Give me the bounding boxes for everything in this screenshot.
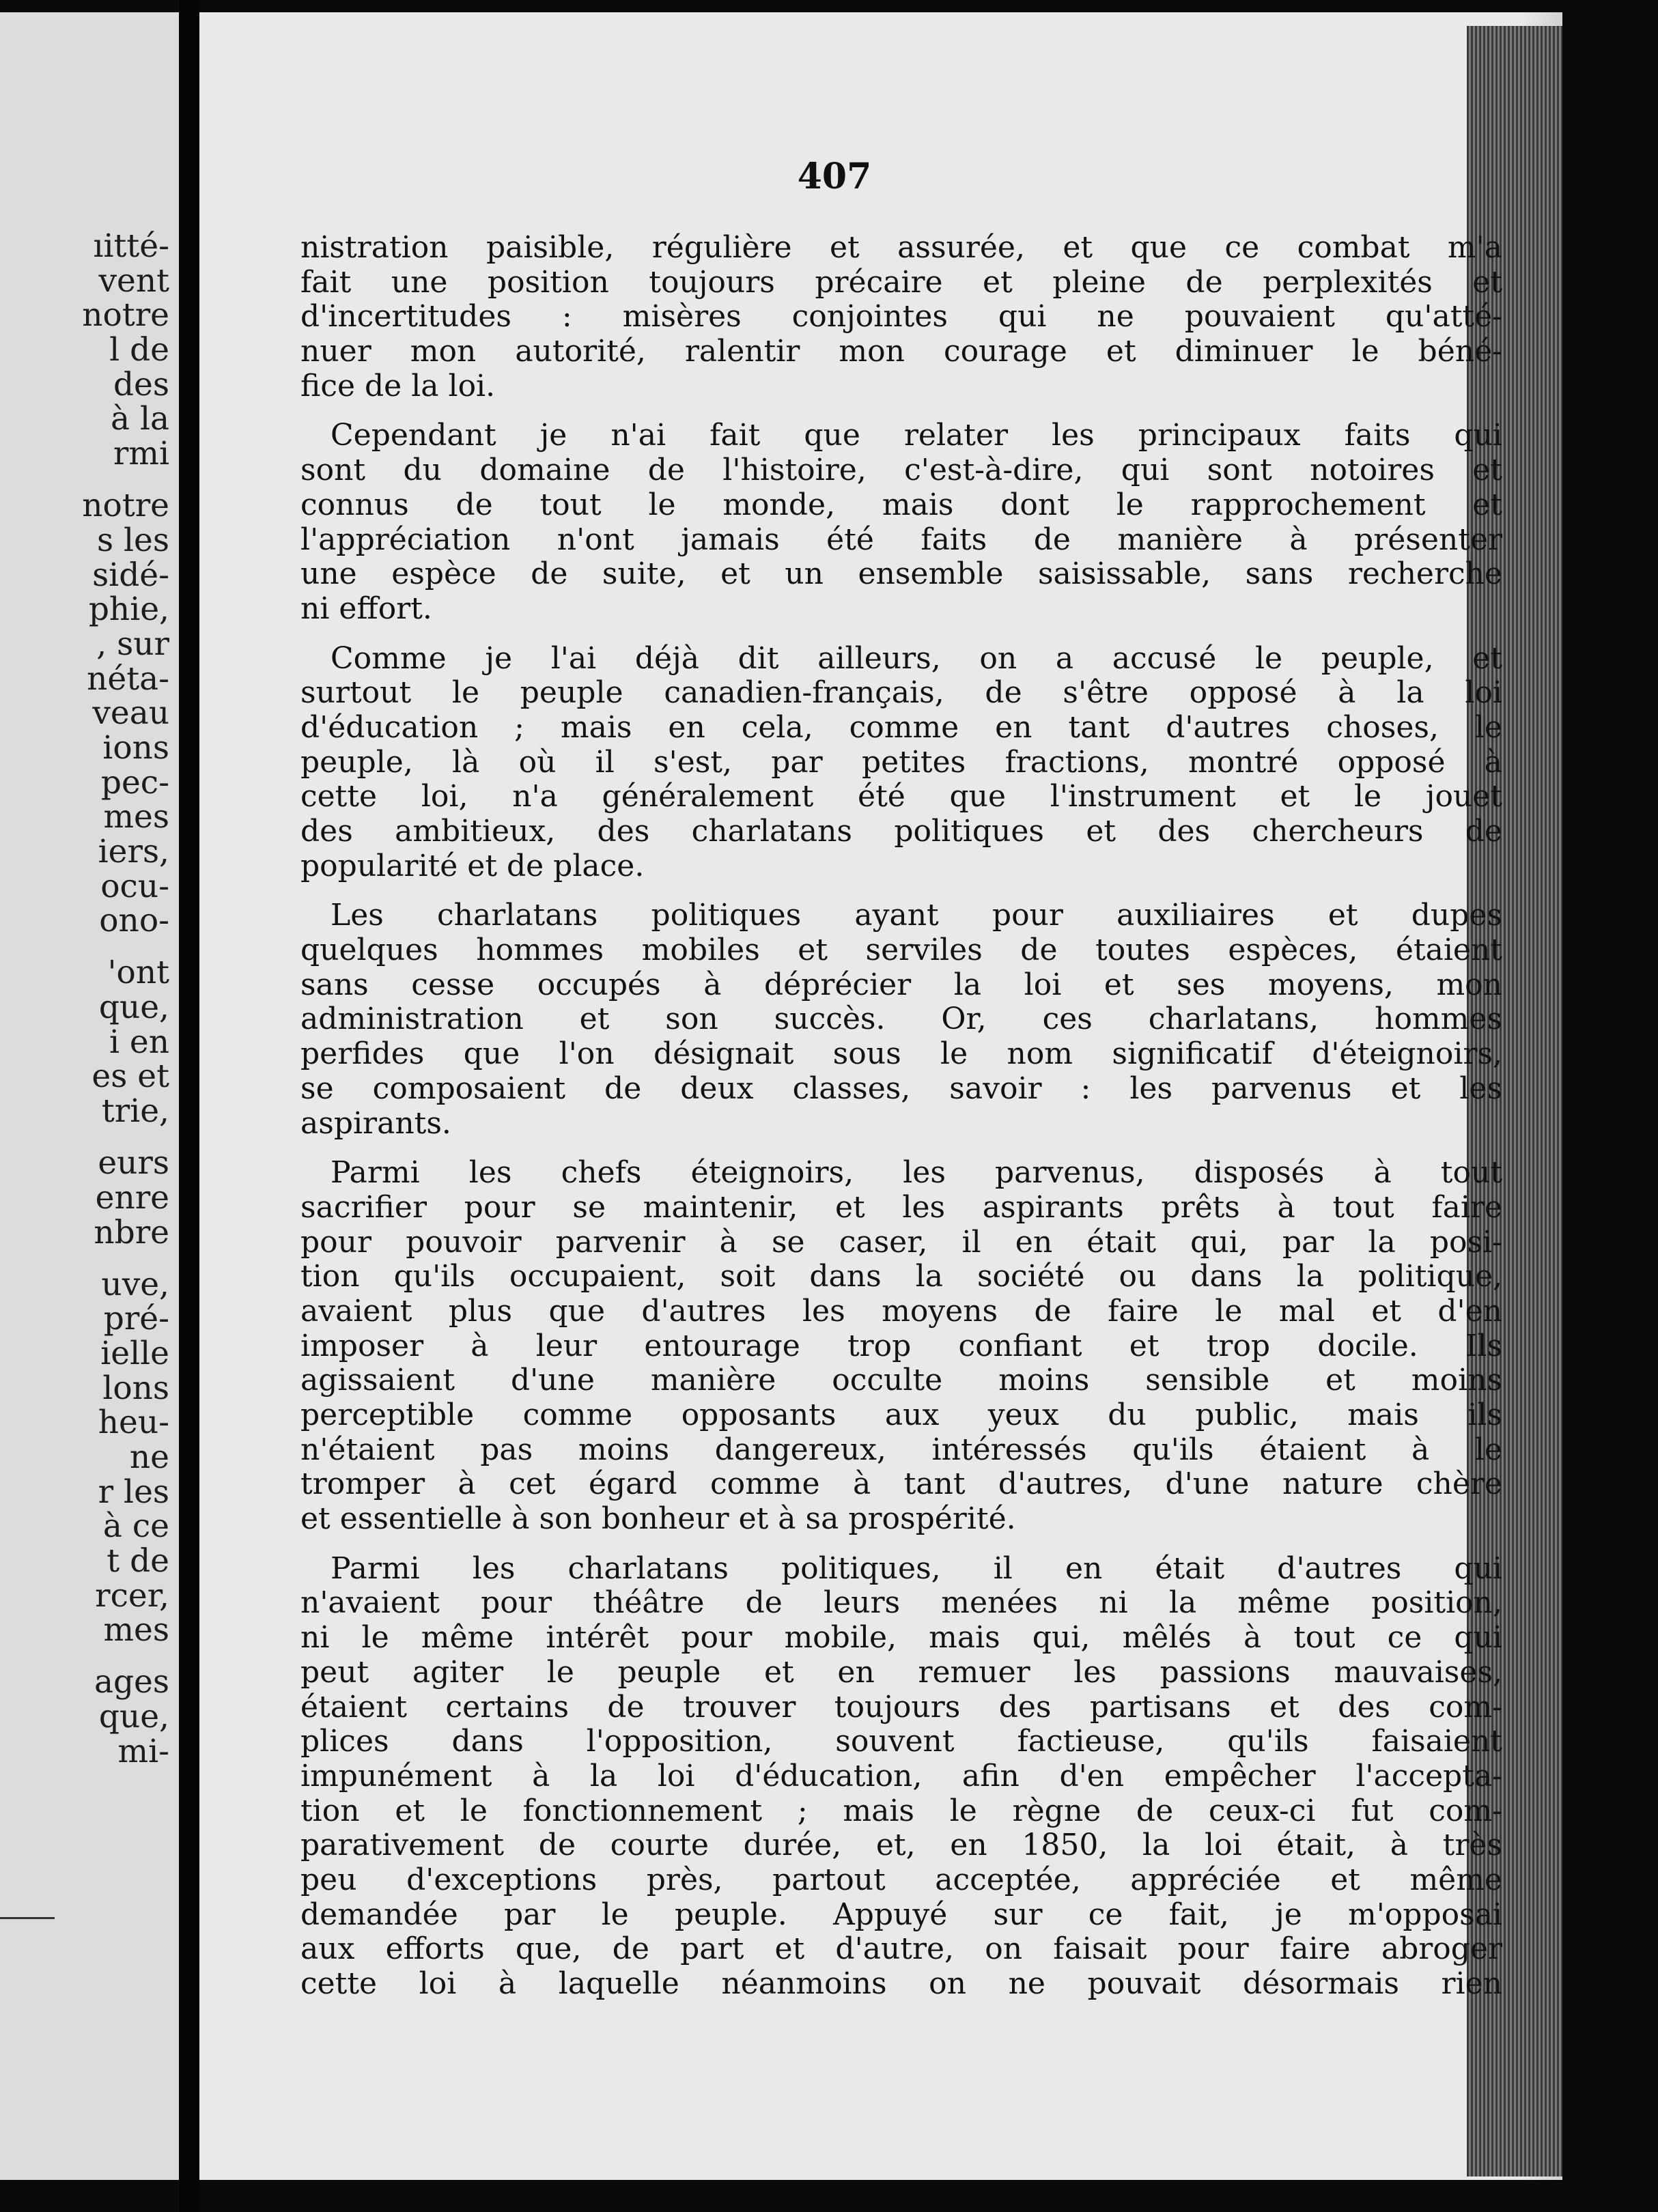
facing-fragment: pec- xyxy=(100,763,169,802)
facing-fragment: ocu- xyxy=(100,867,169,905)
paragraph xyxy=(300,419,1502,626)
book-gutter xyxy=(179,0,199,2212)
text-line: des ambitieux, des charlatans politiques et des chercheurs de xyxy=(300,814,1502,849)
facing-fragment: rmi xyxy=(113,435,169,473)
facing-fragment: enre xyxy=(95,1178,169,1217)
facing-fragment: que, xyxy=(98,989,169,1027)
text-line: tromper à cet égard comme à tant d'autres, d'une nature chère xyxy=(300,1466,1502,1502)
facing-fragment: 'ont xyxy=(107,954,169,992)
text-line: plices dans l'opposition, souvent factieuse, qu'ils faisaient xyxy=(300,1724,1502,1759)
text-line: nistration paisible, régulière et assurée, et que ce combat m'a xyxy=(300,230,1502,265)
paragraph xyxy=(300,1552,1502,2002)
facing-fragment: , sur xyxy=(96,625,169,663)
text-line: aux efforts que, de part et d'autre, on faisait pour faire abroger xyxy=(300,1931,1502,1967)
text-line: d'incertitudes : misères conjointes qui ne pouvaient qu'atté- xyxy=(300,299,1502,335)
facing-fragment: nbre xyxy=(94,1213,169,1251)
facing-fragment: notre xyxy=(82,487,169,525)
text-line: imposer à leur entourage trop confiant et trop docile. Ils xyxy=(300,1328,1502,1363)
text-line: parativement de courte durée, et, en 1850, la loi était, à très xyxy=(300,1828,1502,1863)
text-line: se composaient de deux classes, savoir : les parvenus et les xyxy=(300,1070,1502,1106)
facing-fragment: rcer, xyxy=(95,1576,169,1615)
facing-fragment: sidé- xyxy=(92,556,169,594)
text-line: surtout le peuple canadien-français, de s'être opposé à la loi xyxy=(300,675,1502,711)
text-line: sacrifier pour se maintenir, et les aspirants prêts à tout faire xyxy=(300,1189,1502,1225)
facing-page-text xyxy=(82,229,169,1769)
text-line: aspirants. xyxy=(300,1105,451,1141)
text-line: quelques hommes mobiles et serviles de toutes espèces, étaient xyxy=(300,933,1502,968)
text-line: peut agiter le peuple et en remuer les passions mauvaises, xyxy=(300,1654,1502,1690)
text-line: Parmi les chefs éteignoirs, les parvenus, disposés à tout xyxy=(331,1155,1502,1191)
paragraph xyxy=(300,1156,1502,1537)
facing-fragment: eurs xyxy=(98,1144,169,1182)
facing-fragment: es et xyxy=(92,1058,169,1096)
facing-fragment: t de xyxy=(107,1542,169,1580)
text-line: peuple, là où il s'est, par petites fractions, montré opposé à xyxy=(300,744,1502,780)
text-line: tion qu'ils occupaient, soit dans la société ou dans la politique, xyxy=(300,1259,1502,1294)
text-line: fait une position toujours précaire et pleine de perplexités et xyxy=(300,264,1502,300)
facing-fragment: uve, xyxy=(101,1265,169,1303)
facing-fragment: ielle xyxy=(100,1334,169,1372)
text-line: sans cesse occupés à déprécier la loi et ses moyens, mon xyxy=(300,967,1502,1002)
facing-fragment: à la xyxy=(110,400,169,438)
facing-fragment: r les xyxy=(98,1473,169,1511)
facing-fragment: i en xyxy=(109,1023,169,1061)
facing-page-rule xyxy=(0,1917,55,1919)
text-line: et essentielle à son bonheur et à sa prospérité. xyxy=(300,1501,1016,1537)
facing-fragment: ono- xyxy=(99,902,169,940)
facing-fragment: pré- xyxy=(103,1300,169,1338)
text-line: cette loi, n'a généralement été que l'instrument et le jouet xyxy=(300,779,1502,814)
text-line: étaient certains de trouver toujours des partisans et des com- xyxy=(300,1689,1502,1725)
text-line: fice de la loi. xyxy=(300,368,496,403)
text-line: connus de tout le monde, mais dont le rapprochement et xyxy=(300,487,1502,522)
text-line: avaient plus que d'autres les moyens de faire le mal et d'en xyxy=(300,1293,1502,1329)
text-line: l'appréciation n'ont jamais été faits de manière à présenter xyxy=(300,522,1502,557)
facing-fragment: notre xyxy=(82,296,169,335)
page-number: 407 xyxy=(797,156,872,197)
text-line: impunément à la loi d'éducation, afin d'en empêcher l'accepta- xyxy=(300,1758,1502,1793)
paragraph xyxy=(300,231,1502,403)
facing-fragment: mes xyxy=(103,798,169,836)
facing-fragment: ions xyxy=(102,728,169,767)
facing-fragment: veau xyxy=(92,694,169,733)
main-page xyxy=(199,12,1562,2180)
text-line: administration et son succès. Or, ces charlatans, hommes xyxy=(300,1002,1502,1037)
text-line: agissaient d'une manière occulte moins sensible et moins xyxy=(300,1363,1502,1398)
text-line: Parmi les charlatans politiques, il en était d'autres qui xyxy=(331,1550,1502,1586)
body-text xyxy=(300,231,1502,2017)
text-line: pour pouvoir parvenir à se caser, il en était qui, par la posi- xyxy=(300,1224,1502,1260)
facing-fragment: lons xyxy=(102,1369,169,1407)
facing-fragment: vent xyxy=(98,261,169,300)
facing-fragment: mes xyxy=(103,1611,169,1649)
text-line: Cependant je n'ai fait que relater les principaux faits qui xyxy=(331,418,1502,453)
text-line: ni effort. xyxy=(300,591,432,626)
facing-fragment: trie, xyxy=(101,1092,169,1131)
text-line: cette loi à laquelle néanmoins on ne pouvait désormais rien xyxy=(300,1966,1502,2001)
facing-fragment: des xyxy=(113,365,169,403)
facing-fragment: heu- xyxy=(98,1404,169,1442)
text-line: ni le même intérêt pour mobile, mais qui, mêlés à tout ce qui xyxy=(300,1620,1502,1656)
text-line: sont du domaine de l'histoire, c'est-à-dire, qui sont notoires et xyxy=(300,453,1502,488)
text-line: nuer mon autorité, ralentir mon courage et diminuer le béné- xyxy=(300,334,1502,369)
text-line: n'étaient pas moins dangereux, intéressés qu'ils étaient à le xyxy=(300,1432,1502,1467)
paragraph xyxy=(300,642,1502,884)
text-line: Les charlatans politiques ayant pour auxiliaires et dupes xyxy=(331,898,1502,933)
facing-fragment: iers, xyxy=(98,833,169,870)
text-line: tion et le fonctionnement ; mais le règne de ceux-ci fut com- xyxy=(300,1793,1502,1828)
facing-fragment: à ce xyxy=(102,1507,169,1546)
facing-page xyxy=(0,12,179,2180)
text-line: popularité et de place. xyxy=(300,848,645,883)
facing-fragment: néta- xyxy=(87,660,169,698)
text-line: demandée par le peuple. Appuyé sur ce fait, je m'opposai xyxy=(300,1897,1502,1932)
paragraph xyxy=(300,898,1502,1141)
facing-fragment: ages xyxy=(94,1663,169,1701)
text-line: Comme je l'ai déjà dit ailleurs, on a accusé le peuple, et xyxy=(331,640,1502,676)
facing-fragment: mi- xyxy=(117,1732,169,1770)
text-line: n'avaient pour théâtre de leurs menées ni la même position, xyxy=(300,1585,1502,1621)
text-line: peu d'exceptions près, partout acceptée, appréciée et même xyxy=(300,1862,1502,1897)
facing-fragment: que, xyxy=(98,1698,169,1736)
facing-fragment: ne xyxy=(129,1438,169,1476)
text-line: perfides que l'on désignait sous le nom significatif d'éteignoirs, xyxy=(300,1036,1502,1072)
facing-fragment: phie, xyxy=(88,591,169,629)
text-line: d'éducation ; mais en cela, comme en tant d'autres choses, le xyxy=(300,709,1502,745)
facing-fragment: s les xyxy=(96,521,169,559)
text-line: une espèce de suite, et un ensemble saisissable, sans recherche xyxy=(300,556,1502,592)
text-line: perceptible comme opposants aux yeux du public, mais ils xyxy=(300,1398,1502,1432)
facing-fragment: l de xyxy=(109,331,169,369)
facing-fragment: ıitté- xyxy=(93,227,169,265)
